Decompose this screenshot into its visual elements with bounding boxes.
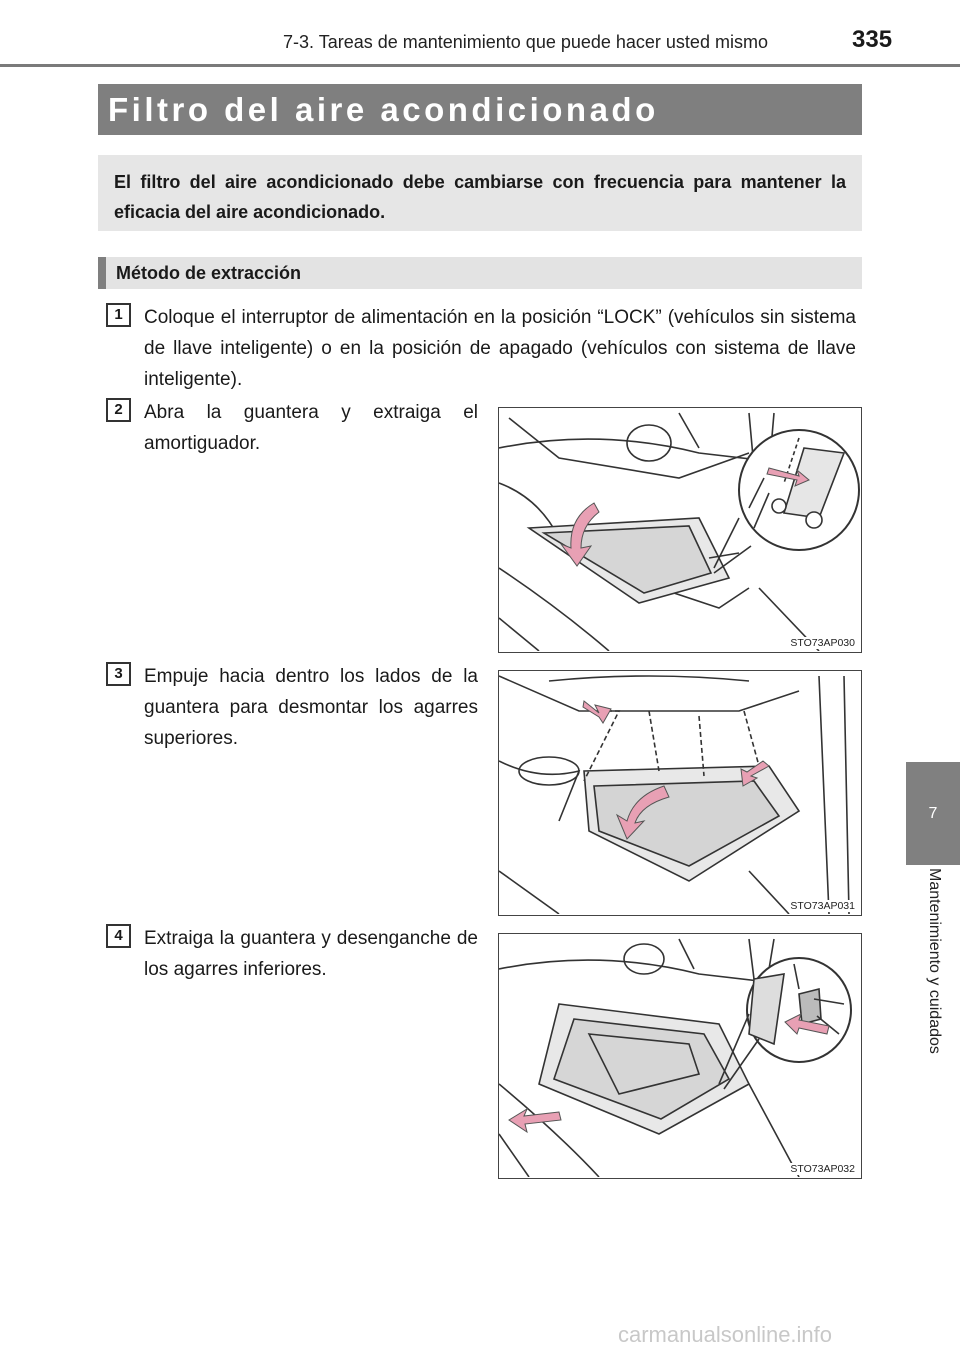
step-1-badge: 1 [106, 303, 131, 327]
glovebox-sides-illustration [499, 671, 860, 914]
subsection-header: Método de extracción [98, 257, 862, 289]
chapter-tab-label [906, 868, 960, 1198]
step-2-text: Abra la guantera y extraiga el amortiguador. [144, 402, 478, 454]
figure-code: STO73AP031 [790, 900, 855, 912]
figure-code: STO73AP032 [790, 1163, 855, 1175]
step-3-text: Empuje hacia dentro los lados de la guantera para desmontar los agarres superiores. [144, 666, 478, 749]
header-divider [0, 64, 960, 67]
intro-box: El filtro del aire acondicionado debe cambiarse con frecuencia para mantener la eficacia del aire acondicionado. [98, 155, 862, 231]
watermark: carmanualsonline.info [618, 1322, 833, 1347]
figure-code: STO73AP030 [790, 637, 855, 649]
page-number: 335 [852, 26, 893, 53]
glovebox-removed-illustration [499, 934, 860, 1177]
step-1-text: Coloque el interruptor de alimentación en la posición “LOCK” (vehículos sin sistema de llave inteligente) o en la posición de apagado (vehículos con sistema de llave inteligente). [144, 307, 856, 390]
figure-glovebox-sides [498, 670, 862, 916]
step-4-text: Extraiga la guantera y desenganche de los agarres inferiores. [144, 928, 478, 980]
step-4-badge: 4 [106, 924, 131, 948]
header-section-title: 7-3. Tareas de mantenimiento que puede hacer usted mismo [283, 32, 768, 52]
step-3-badge: 3 [106, 662, 131, 686]
chapter-tab-label-text: Mantenimiento y cuidados [926, 868, 943, 1054]
step-2-badge: 2 [106, 398, 131, 422]
section-title: Filtro del aire acondicionado [98, 84, 862, 135]
chapter-tab-number: 7 [906, 762, 960, 865]
figure-glovebox-open [498, 407, 862, 653]
figure-glovebox-removed [498, 933, 862, 1179]
glovebox-open-illustration [499, 408, 860, 651]
